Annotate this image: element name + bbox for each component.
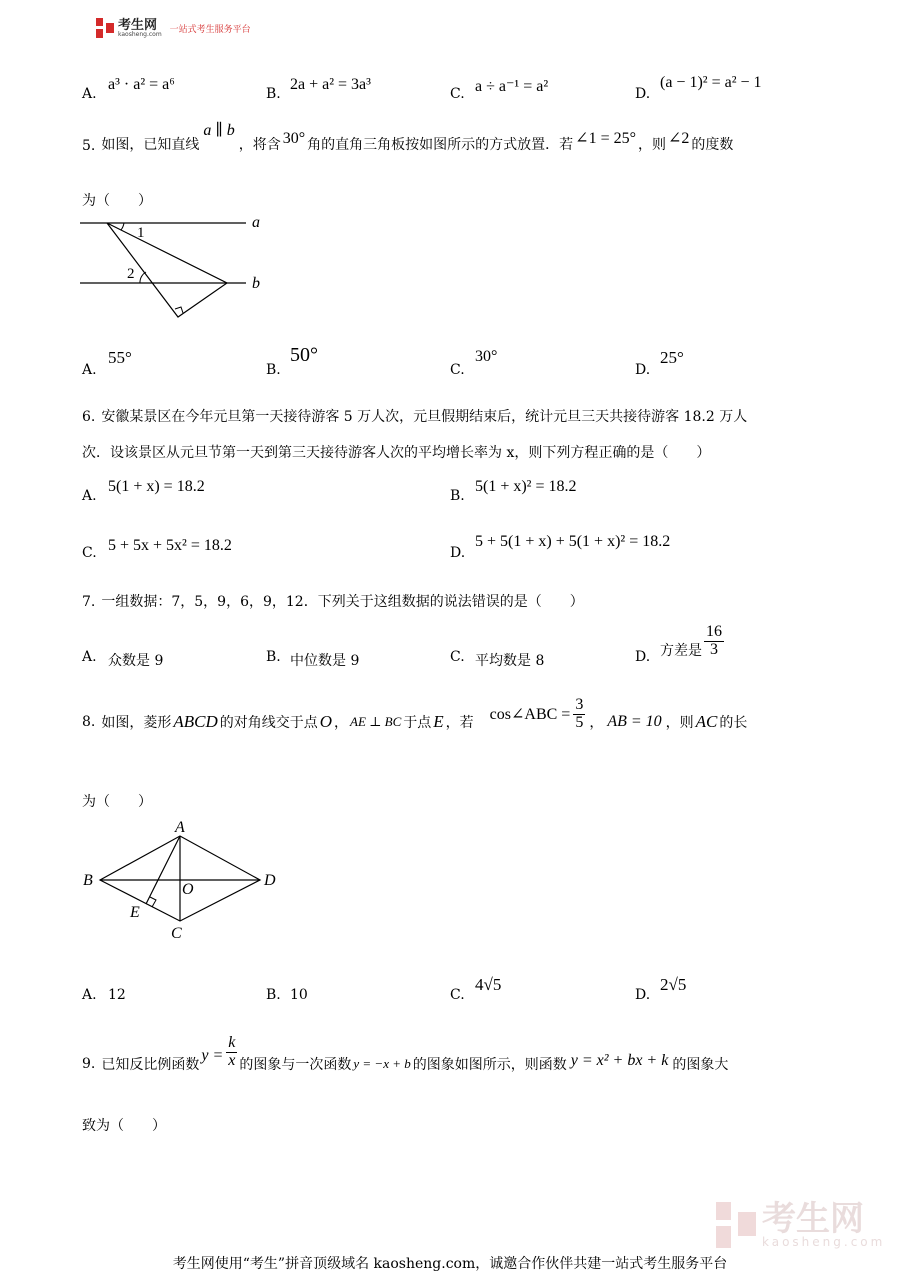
q4-option-c-label: C. [450, 86, 465, 102]
q5-triangle [107, 223, 227, 317]
q5-text-2: ，将含 [238, 137, 281, 153]
q8-option-d-label: D. [635, 987, 651, 1003]
footer-text: 考生网使用“考生”拼音顶级域名 kaosheng.com，诚邀合作伙伴共建一站式考生服务平台 [172, 1256, 728, 1272]
q8-math-ac: AC [695, 712, 718, 732]
q8-label-O: O [182, 881, 194, 898]
q5-label-angle-1: 1 [137, 225, 145, 241]
q6-option-a-expr: 5(1 + x) = 18.2 [108, 478, 205, 495]
q9-number: 9. [82, 1056, 96, 1073]
q6-text-1: 安徽某景区在今年元旦第一天接待游客 5 万人次，元旦假期结束后，统计元旦三天共接待游客 18.2 万人 [101, 409, 748, 425]
q8-option-d-value: 2√5 [660, 975, 687, 994]
q8-option-c-label: C. [450, 987, 465, 1003]
q9-linear-function: y = −x + b [353, 1056, 411, 1072]
watermark [716, 1199, 886, 1249]
q6-option-a-label: A. [82, 488, 97, 504]
q8-label-A: A [175, 819, 185, 836]
q9-func-fraction [226, 1035, 237, 1070]
q7-frac-denominator: 3 [710, 640, 718, 658]
q8-cos-numerator: 3 [575, 696, 584, 713]
q5-option-d-label: D. [635, 362, 651, 378]
q8-option-b-label: B. [266, 987, 281, 1003]
q9-quadratic-function: y = x² + bx + k [570, 1052, 669, 1070]
q8-math-ab10: AB = 10 [607, 713, 662, 731]
q5-option-c-label: C. [450, 362, 465, 378]
q9-line-2: 致为（ ） [82, 1118, 166, 1134]
q8-label-E: E [130, 904, 140, 921]
q4-option-a-label: A. [82, 86, 97, 102]
q8-segment-ae [146, 836, 180, 904]
header-slogan: 一站式考生服务平台 [169, 24, 251, 35]
q9-text-1: 已知反比例函数 [101, 1057, 200, 1074]
q5-option-a-label: A. [82, 362, 97, 378]
q8-math-e: E [433, 712, 444, 732]
q9-func-numerator: k [228, 1034, 236, 1051]
q5-number: 5. [82, 138, 96, 154]
q5-figure [80, 212, 280, 324]
q6-option-b-expr: 5(1 + x)² = 18.2 [475, 478, 577, 495]
watermark-logo-icon [716, 1202, 756, 1248]
q8-label-D: D [264, 872, 276, 889]
q7-option-a-label: A. [82, 649, 97, 665]
q4-option-b-expr: 2a + a² = 3a³ [290, 76, 371, 93]
q9-inverse-function [201, 1035, 237, 1070]
q7-option-d-fraction [704, 624, 724, 659]
q9-func-denominator: x [228, 1051, 236, 1069]
q9-func-lhs: y = [201, 1047, 224, 1065]
q8-option-b-value: 10 [290, 987, 308, 1003]
q8-math-abcd: ABCD [173, 712, 218, 732]
q8-cos-prefix: cos∠ABC = [489, 706, 571, 724]
q7-number: 7. [82, 594, 96, 610]
q8-option-c-value: 4√5 [475, 975, 502, 994]
q7-option-d-text: 方差是 [660, 643, 702, 660]
q7-option-d [660, 624, 724, 659]
q8-text-6: ， [589, 715, 604, 732]
q6-option-c-expr: 5 + 5x + 5x² = 18.2 [108, 537, 232, 554]
q5-math-30deg: 30° [282, 130, 306, 147]
q5-stem [82, 122, 734, 154]
q5-angle-1-arc [121, 223, 124, 230]
q9-text-2: 的图象与一次函数 [239, 1057, 352, 1074]
q6-option-c-label: C. [82, 545, 97, 561]
q8-math-ae-perp-bc: AE ⊥ BC [350, 714, 402, 730]
q5-math-parallel: a ∥ b [203, 122, 235, 139]
q5-option-a-value: 55° [108, 348, 132, 367]
q4-option-d-label: D. [635, 86, 651, 102]
q8-text-1: 如图，菱形 [101, 715, 172, 732]
q8-line-2: 为（ ） [82, 794, 152, 810]
q7-text: 一组数据：7，5，9，6，9，12．下列关于这组数据的说法错误的是（ ） [101, 594, 584, 610]
q5-label-a: a [252, 214, 260, 231]
q5-option-b-label: B. [266, 362, 281, 378]
q6-option-b-label: B. [450, 488, 465, 504]
q5-right-angle-mark [175, 307, 183, 313]
q4-option-c-expr: a ÷ a⁻¹ = a² [475, 78, 549, 95]
q5-label-angle-2: 2 [127, 266, 135, 282]
logo-name: 考生网 [118, 17, 158, 33]
q4-option-b-label: B. [266, 86, 281, 102]
q8-cos-denominator: 5 [575, 713, 584, 731]
watermark-text: 考生网 [762, 1199, 864, 1239]
q7-option-b-label: B. [266, 649, 281, 665]
q6-stem-line-2: 次．设该景区从元旦节第一天到第三天接待游客人次的平均增长率为 x，则下列方程正确的是（ ） [82, 445, 711, 461]
q9-text-4: 的图象大 [672, 1057, 729, 1074]
q8-text-5: ，若 [445, 715, 474, 732]
q4-option-a-expr: a³ · a² = a⁶ [108, 76, 175, 93]
q8-math-o: O [319, 712, 333, 732]
q8-option-a-label: A. [82, 987, 97, 1003]
q7-frac-numerator: 16 [706, 623, 722, 640]
q6-stem-line-1 [82, 406, 747, 426]
q5-option-b-value: 50° [290, 344, 318, 366]
q6-option-d-label: D. [450, 545, 466, 561]
q7-option-b-text: 中位数是 9 [290, 653, 360, 669]
kaosheng-logo-icon [96, 18, 114, 38]
q6-number: 6. [82, 409, 96, 425]
watermark-domain: kaosheng.com [762, 1235, 886, 1249]
q8-option-a-value: 12 [108, 987, 126, 1003]
q5-option-c-value: 30° [475, 348, 498, 365]
q7-option-a-text: 众数是 9 [108, 653, 164, 669]
q5-text-4: ，则 [637, 137, 666, 153]
q5-text-5: 的度数 [691, 137, 734, 153]
q7-option-c-label: C. [450, 649, 465, 665]
q8-label-C: C [171, 925, 182, 942]
q5-text-3: 角的直角三角板按如图所示的方式放置．若 [307, 137, 574, 153]
q8-math-cos [490, 697, 586, 732]
q8-label-B: B [83, 872, 93, 889]
q8-text-7: ，则 [665, 715, 694, 732]
q4-option-d-expr: (a − 1)² = a² − 1 [660, 74, 762, 91]
q8-text-2: 的对角线交于点 [219, 715, 318, 732]
q5-text-1: 如图，已知直线 [101, 137, 200, 153]
q7-option-d-label: D. [635, 649, 651, 665]
q9-text-3: 的图象如图所示，则函数 [412, 1057, 567, 1074]
q8-number: 8. [82, 714, 96, 731]
header-logo [96, 18, 251, 38]
q7-stem [82, 591, 584, 611]
q8-cos-fraction [573, 697, 585, 732]
q9-stem [82, 1034, 729, 1074]
q6-option-d-expr: 5 + 5(1 + x) + 5(1 + x)² = 18.2 [475, 533, 671, 550]
q5-label-b: b [252, 275, 260, 292]
q8-text-8: 的长 [719, 715, 748, 732]
q8-text-4: 于点 [403, 715, 432, 732]
logo-domain: kaosheng.com [118, 30, 162, 38]
q5-line-2: 为（ ） [82, 193, 152, 209]
q8-figure [80, 818, 280, 946]
q8-text-3: ， [334, 715, 349, 732]
q8-stem [82, 696, 748, 740]
q5-math-angle1: ∠1 = 25° [575, 130, 636, 147]
q7-option-c-text: 平均数是 8 [475, 653, 545, 669]
q5-option-d-value: 25° [660, 348, 684, 367]
q5-math-angle2: ∠2 [667, 130, 690, 147]
